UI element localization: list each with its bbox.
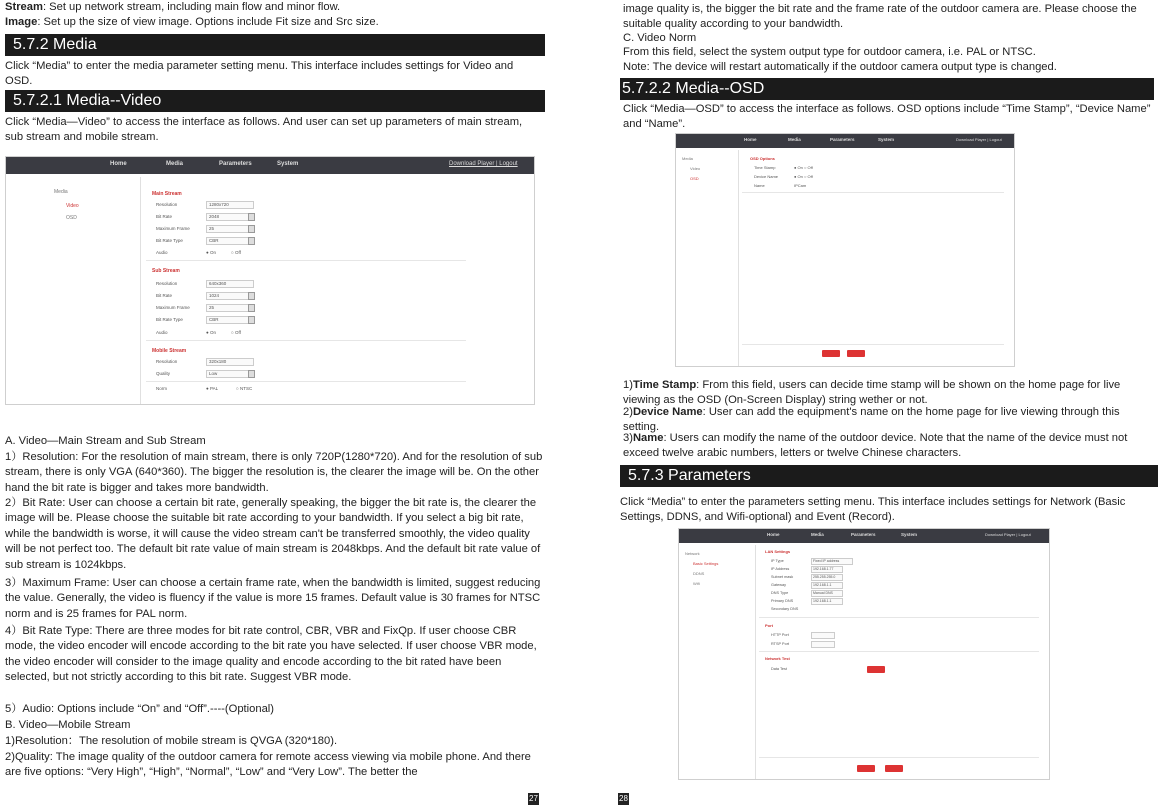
body-mobile-resolution: 1)Resolution：The resolution of mobile stream is QVGA (320*180). (5, 735, 338, 747)
divider (759, 651, 1039, 652)
image-term: Image (5, 16, 38, 28)
mobile-resolution-select (206, 358, 254, 366)
name-label: Name (754, 183, 765, 188)
video-desc: Click “Media—Video” to access the interface as follows. And user can set up parameters of main stream, sub stream and mobile stream. (5, 116, 523, 144)
sub-stream-title: Sub Stream (152, 268, 180, 274)
main-bitrate-value: 2048 (209, 214, 220, 219)
divider (146, 381, 466, 382)
quality-continued: image quality is, the bigger the bit rate and the frame rate of the outdoor camera are. Please choose the suitable quality according to your bandwidth. (623, 3, 1137, 31)
heading-media: 5.7.2 Media (5, 34, 545, 56)
sub-bitrate-label: Bit Rate (156, 293, 173, 298)
ip-type-value: Fixed IP address (813, 559, 840, 563)
nav-parameters: Parameters (830, 137, 855, 142)
mobile-quality-dropdown-icon (248, 370, 255, 378)
nav-download-logout: Download Player | Logout (956, 137, 1002, 142)
nav-system: System (277, 161, 299, 167)
mobile-quality-select (206, 370, 254, 378)
main-frame-value: 25 (209, 226, 215, 231)
rtsp-port-field (811, 641, 835, 648)
sidebar-ddns: DDNS (693, 571, 705, 576)
divider (742, 192, 1004, 193)
sub-resolution-select (206, 280, 254, 288)
divider (759, 757, 1039, 758)
cancel-button (885, 765, 903, 772)
screenshot-nav (679, 529, 1049, 543)
device-name-text: : User can add the equipment's name on the home page for live viewing through this setting. (623, 406, 1120, 434)
heading-media-osd: 5.7.2.2 Media--OSD (620, 78, 1154, 100)
nav-media: Media (811, 532, 824, 537)
page-number-28: 28 (619, 794, 628, 803)
dns-type-field (811, 590, 843, 597)
gateway-label: Gateway (771, 583, 786, 587)
nav-home: Home (110, 161, 127, 167)
nav-home: Home (744, 137, 757, 142)
divider (146, 340, 466, 341)
sub-frame-label: Maximum Frame (156, 305, 190, 310)
data-test-label: Data Test (771, 667, 787, 671)
main-type-select (206, 237, 254, 245)
norm-ntsc-label: NTSC (239, 386, 253, 391)
sidebar-media: Media (682, 156, 693, 161)
main-audio-on: ● On (206, 250, 216, 255)
page-number-27: 27 (529, 794, 538, 803)
main-bitrate-dropdown-icon (248, 213, 255, 221)
sub-bitrate-dropdown-icon (248, 292, 255, 300)
stream-text: : Set up network stream, including main flow and minor flow. (42, 1, 341, 13)
apply-button (857, 765, 875, 772)
sub-frame-dropdown-icon (248, 304, 255, 312)
gateway-value: 192.168.1.1 (813, 583, 832, 587)
osd-item-name (623, 431, 1158, 462)
nav-home: Home (767, 532, 780, 537)
cancel-button (847, 350, 865, 357)
nav-system: System (878, 137, 895, 142)
main-bitrate-select (206, 213, 254, 221)
apply-button (822, 350, 840, 357)
norm-label: Norm (156, 386, 167, 391)
device-name-off-label: Off (807, 174, 813, 179)
sidebar-osd: OSD (66, 215, 77, 221)
device-name-label: Device Name (754, 174, 779, 179)
image-text: : Set up the size of view image. Options include Fit size and Src size. (37, 16, 379, 28)
time-stamp-off-label: Off (807, 165, 813, 170)
sub-audio-off-label: Off (234, 330, 241, 335)
intro-stream (5, 0, 340, 15)
main-resolution-select (206, 201, 254, 209)
nav-media: Media (788, 137, 801, 142)
main-stream-title: Main Stream (152, 191, 182, 197)
heading-parameters: 5.7.3 Parameters (620, 465, 1158, 487)
screenshot-nav (6, 157, 534, 174)
sub-audio-label: Audio (156, 330, 168, 335)
sub-type-dropdown-icon (248, 316, 255, 324)
name-text: : Users can modify the name of the outdoor device. Note that the name of the device must not exceed twelve arabic numbers, letters or twelve Chinese characters. (623, 432, 1128, 460)
sub-resolution-value: 640x360 (209, 281, 227, 286)
heading-media-video: 5.7.2.1 Media--Video (5, 90, 545, 112)
body-bitrate: 2）Bit Rate: User can choose a certain bit rate, generally speaking, the bigger the bit rate is, the clearer the image will be. Please choose the suitable bit rate according to your bandwidth. If you select a big bit rate, while the bandwidth is worse, it will cause the video stream can't be transferred smoothly, the video quality will be not perfect too. The default bit rate value of main stream is 2048kbps. And the default bit rate value of sub stream is 1024kbps. (5, 497, 541, 571)
rtsp-port-label: RTSP Port (771, 642, 790, 646)
body-line-b: B. Video—Mobile Stream (5, 719, 131, 731)
main-resolution-value: 1280x720 (209, 202, 229, 207)
main-frame-dropdown-icon (248, 225, 255, 233)
nav-system: System (901, 532, 918, 537)
video-norm-text: From this field, select the system output type for outdoor camera, i.e. PAL or NTSC. (623, 46, 1036, 58)
secondary-dns-label: Secondary DNS (771, 607, 799, 611)
norm-pal-label: PAL (209, 386, 219, 391)
time-stamp-on-label: On (797, 165, 803, 170)
divider (146, 260, 466, 261)
device-name-term: Device Name (632, 406, 703, 418)
sub-bitrate-select (206, 292, 254, 300)
sidebar-wifi: Wifi (693, 581, 700, 586)
video-norm-note: Note: The device will restart automatically if the outdoor camera output type is changed. (623, 61, 1057, 73)
ip-address-field (811, 566, 843, 573)
screenshot-sidebar (50, 177, 141, 404)
time-stamp-options: ● On ○ Off (794, 165, 813, 170)
device-name-on-label: On (797, 174, 803, 179)
sidebar-video: Video (66, 203, 79, 209)
time-stamp-text: : From this field, users can decide time stamp will be shown on the home page for live viewing as the OSD (On-Screen Display) string wether or not. (623, 379, 1121, 407)
main-audio-off: ○ Off (231, 250, 241, 255)
body-audio: 5）Audio: Options include “On” and “Off”.----(Optional) (5, 703, 275, 715)
time-stamp-term: Time Stamp (632, 379, 697, 391)
nav-download-logout: Download Player | Logout (449, 161, 518, 167)
subnet-mask-label: Subnet mask (771, 575, 794, 579)
primary-dns-field (811, 598, 843, 605)
sub-frame-select (206, 304, 254, 312)
main-resolution-label: Resolution (156, 202, 178, 207)
sidebar-network: Network (685, 551, 700, 556)
name-value: IPCam (794, 183, 807, 188)
mobile-quality-value: Low (209, 371, 218, 376)
nav-download-logout: Download Player | Logout (985, 532, 1031, 537)
media-osd-screenshot (675, 133, 1015, 367)
osd-desc: Click “Media—OSD” to access the interface as follows. OSD options include “Time Stamp”, “Device Name” and “Name”. (623, 103, 1151, 131)
test-button (867, 666, 885, 673)
media-video-screenshot (5, 156, 535, 405)
sub-audio-on: ● On (206, 330, 216, 335)
media-desc: Click “Media” to enter the media parameter setting menu. This interface includes settings for Video and OSD. (5, 60, 514, 88)
network-test-title: Network Test (765, 656, 790, 661)
sidebar-video: Video (690, 166, 701, 171)
sidebar-media: Media (54, 189, 68, 195)
name-term: Name (632, 432, 664, 444)
main-frame-select (206, 225, 254, 233)
device-name-options: ● On ○ Off (794, 174, 813, 179)
sub-type-value: CBR (209, 317, 219, 322)
norm-pal: ● PAL (206, 386, 219, 391)
main-frame-label: Maximum Frame (156, 226, 190, 231)
http-port-label: HTTP Port (771, 633, 789, 637)
parameters-screenshot (678, 528, 1050, 780)
stream-term: Stream (5, 1, 43, 13)
main-type-dropdown-icon (248, 237, 255, 245)
dns-type-value: Manual DNS (813, 591, 833, 595)
lan-settings-title: LAN Settings (765, 549, 791, 554)
sub-audio-on-label: On (209, 330, 216, 335)
primary-dns-label: Primary DNS (771, 599, 794, 603)
main-audio-off-label: Off (234, 250, 241, 255)
item-num: 3) (623, 432, 633, 444)
main-type-label: Bit Rate Type (156, 238, 183, 243)
params-desc: Click “Media” to enter the parameters setting menu. This interface includes settings for Network (Basic Settings, DDNS, and Wifi-optional) and Event (Record). (620, 496, 1126, 524)
sub-audio-off: ○ Off (231, 330, 241, 335)
sub-frame-value: 25 (209, 305, 215, 310)
mobile-resolution-label: Resolution (156, 359, 178, 364)
sidebar-osd: OSD (690, 176, 699, 181)
body-line-a: A. Video—Main Stream and Sub Stream (5, 435, 206, 447)
http-port-field (811, 632, 835, 639)
nav-parameters: Parameters (219, 161, 252, 167)
body-bitrate-type: 4）Bit Rate Type: There are three modes for bit rate control, CBR, VBR and FixQp. If user choose CBR mode, the video encoder will encode according to the bit rate you have selected. If user choose VBR mode, the video encoder will consider to the image quality and encode according to the bit rated have been selected, but not strictly according to this bit rate. Suggest VBR mode. (5, 625, 537, 684)
sidebar-basic-settings: Basic Settings (693, 561, 719, 566)
ip-type-label: IP Type (771, 559, 784, 563)
sub-type-label: Bit Rate Type (156, 317, 183, 322)
main-audio-on-label: On (209, 250, 216, 255)
intro-image (5, 15, 379, 30)
ip-type-field (811, 558, 853, 565)
video-norm-title: C. Video Norm (623, 32, 697, 44)
body-max-frame: 3）Maximum Frame: User can choose a certain frame rate, when the bandwidth is limited, suggest reducing the value. Generally, the video is fluency if the value is more 15 frames. Default value is 30 frames for NTSC norm and is 25 frames for PAL norm. (5, 577, 541, 620)
item-num: 1) (623, 379, 633, 391)
primary-dns-value: 192.168.1.1 (813, 599, 832, 603)
nav-parameters: Parameters (851, 532, 876, 537)
sub-bitrate-value: 1024 (209, 293, 220, 298)
ip-address-label: IP Address (771, 567, 790, 571)
body-quality: 2)Quality: The image quality of the outdoor camera for remote access viewing via mobile phone. And there are five options: “Very High”, “High”, “Normal”, “Low” and “Very Low”. The better the (5, 751, 531, 779)
screenshot-nav (676, 134, 1014, 148)
sub-resolution-label: Resolution (156, 281, 178, 286)
mobile-stream-title: Mobile Stream (152, 348, 187, 354)
body-resolution: 1）Resolution: For the resolution of main stream, there is only 720P(1280*720). And for the resolution of sub stream, there is only VGA (640*360). The bigger the resolution is, the clearer the image will be. On the other hand the bit rate is bigger and takes more bandwidth. (5, 451, 543, 494)
divider (759, 617, 1039, 618)
osd-options-title: OSD Options (750, 156, 775, 161)
subnet-mask-value: 255.255.255.0 (813, 575, 836, 579)
mobile-quality-label: Quality (156, 371, 171, 376)
divider (742, 344, 1004, 345)
sub-type-select (206, 316, 254, 324)
norm-ntsc: ○ NTSC (236, 386, 253, 391)
mobile-resolution-value: 320x180 (209, 359, 227, 364)
ip-address-value: 192.168.1.77 (813, 567, 834, 571)
main-bitrate-label: Bit Rate (156, 214, 173, 219)
dns-type-label: DNS Type (771, 591, 789, 595)
subnet-mask-field (811, 574, 843, 581)
screenshot-sidebar (676, 150, 739, 366)
time-stamp-label: Time Stamp (754, 165, 776, 170)
nav-media: Media (166, 161, 184, 167)
gateway-field (811, 582, 843, 589)
screenshot-sidebar (679, 545, 756, 779)
item-num: 2) (623, 406, 633, 418)
port-title: Port (765, 623, 773, 628)
main-type-value: CBR (209, 238, 219, 243)
main-audio-label: Audio (156, 250, 168, 255)
